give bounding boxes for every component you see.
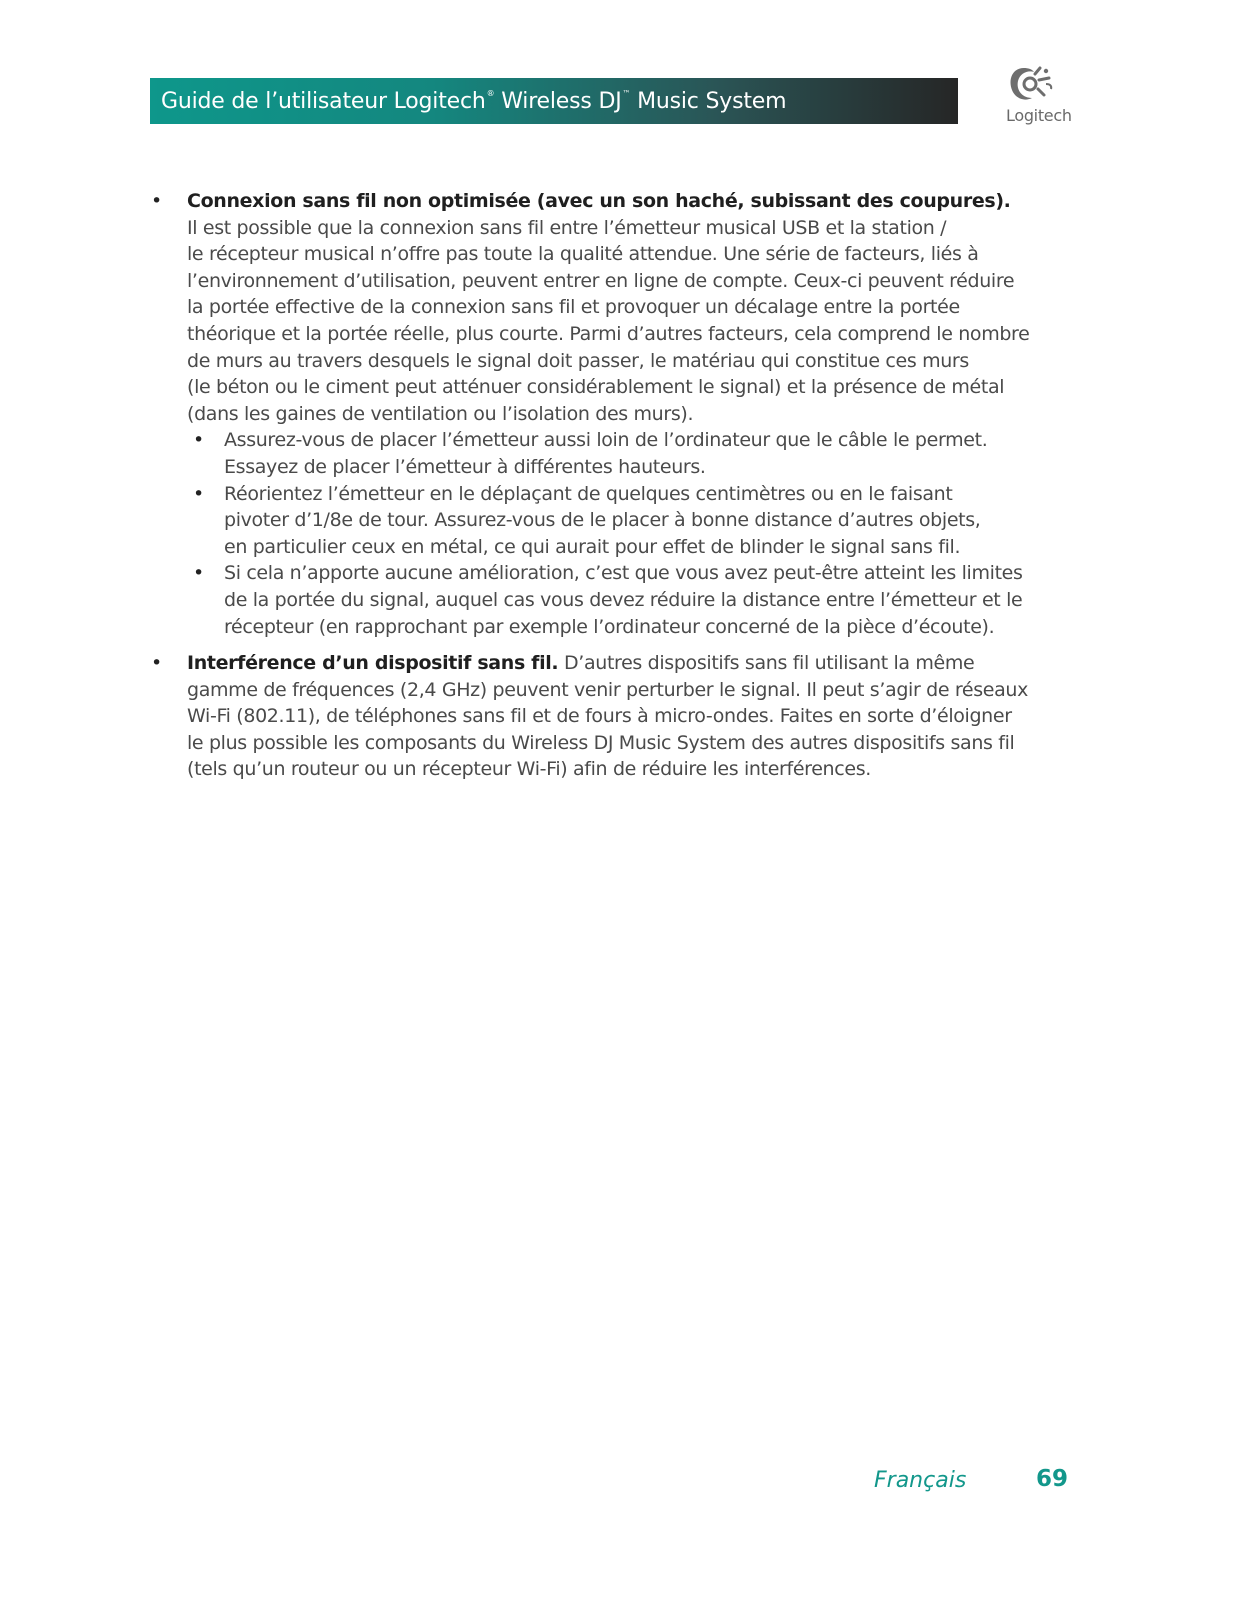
header-bar <box>150 78 958 124</box>
body-line: (le béton ou le ciment peut atténuer considérablement le signal) et la présence de métal <box>187 376 1005 399</box>
sub-item-line: en particulier ceux en métal, ce qui aurait pour effet de blinder le signal sans fil. <box>224 535 961 558</box>
title-part-3: Music System <box>630 88 787 114</box>
sub-list-item <box>187 560 1090 640</box>
bullet: • <box>151 190 162 212</box>
body-line: (tels qu’un routeur ou un récepteur Wi-Fi) afin de réduire les interférences. <box>187 758 871 781</box>
page-number: 69 <box>1036 1466 1069 1492</box>
item-body <box>187 677 1090 783</box>
sub-list-item <box>187 481 1090 561</box>
document-title <box>161 89 786 114</box>
sub-item-line: Réorientez l’émetteur en le déplaçant de quelques centimètres ou en le faisant <box>224 482 953 505</box>
logitech-eye-icon <box>1002 62 1088 106</box>
registered-mark: ® <box>486 88 495 98</box>
sub-item-line: de la portée du signal, auquel cas vous devez réduire la distance entre l’émetteur et le <box>224 588 1023 611</box>
item-first-line <box>187 650 1090 677</box>
sub-list <box>187 427 1090 640</box>
body-line: gamme de fréquences (2,4 GHz) peuvent venir perturber le signal. Il peut s’agir de réseaux <box>187 678 1029 701</box>
body-line: la portée effective de la connexion sans fil et provoquer un décalage entre la portée <box>187 296 960 319</box>
item-heading-tail: D’autres dispositifs sans fil utilisant la même <box>558 652 975 675</box>
body-line: le récepteur musical n’offre pas toute la qualité attendue. Une série de facteurs, liés à <box>187 243 979 266</box>
item-heading: Interférence d’un dispositif sans fil. <box>187 652 559 675</box>
title-part-2: Wireless DJ <box>494 88 622 114</box>
troubleshooting-list <box>150 188 1090 783</box>
logo-wordmark: Logitech <box>1006 106 1072 125</box>
body-line: l’environnement d’utilisation, peuvent entrer en ligne de compte. Ceux-ci peuvent réduire <box>187 269 1015 292</box>
logitech-logo <box>1002 62 1088 128</box>
sub-bullet: • <box>193 429 204 452</box>
bullet: • <box>151 652 162 675</box>
item-heading: Connexion sans fil non optimisée (avec un son haché, subissant des coupures). <box>187 190 1011 212</box>
sub-list-item <box>187 427 1090 480</box>
list-item-wireless-interference <box>150 650 1090 783</box>
sub-item-line: Essayez de placer l’émetteur à différentes hauteurs. <box>224 455 706 478</box>
item-body <box>187 215 1090 428</box>
body-line: théorique et la portée réelle, plus courte. Parmi d’autres facteurs, cela comprend le nombre <box>187 322 1030 345</box>
sub-item-line: récepteur (en rapprochant par exemple l’ordinateur concerné de la pièce d’écoute). <box>224 615 995 638</box>
sub-item-line: Assurez-vous de placer l’émetteur aussi loin de l’ordinateur que le câble le permet. <box>224 429 988 452</box>
title-part-1: Guide de l’utilisateur Logitech <box>161 88 486 114</box>
footer-language: Français <box>874 1468 967 1493</box>
trademark-mark: ™ <box>622 88 631 98</box>
body-line: (dans les gaines de ventilation ou l’isolation des murs). <box>187 402 694 425</box>
sub-item-line: Si cela n’apporte aucune amélioration, c’est que vous avez peut-être atteint les limites <box>224 562 1023 585</box>
body-line: Wi-Fi (802.11), de téléphones sans fil et de fours à micro-ondes. Faites en sorte d’éloigner <box>187 705 1012 728</box>
body-line: le plus possible les composants du Wireless DJ Music System des autres dispositifs sans fil <box>187 731 1015 754</box>
sub-item-line: pivoter d’1/8e de tour. Assurez-vous de le placer à bonne distance d’autres objets, <box>224 509 981 532</box>
sub-bullet: • <box>193 482 204 505</box>
body-line: de murs au travers desquels le signal doit passer, le matériau qui constitue ces murs <box>187 349 969 372</box>
body-line: Il est possible que la connexion sans fil entre l’émetteur musical USB et la station / <box>187 216 947 239</box>
list-item-wireless-connection <box>150 188 1090 640</box>
sub-bullet: • <box>193 562 204 585</box>
